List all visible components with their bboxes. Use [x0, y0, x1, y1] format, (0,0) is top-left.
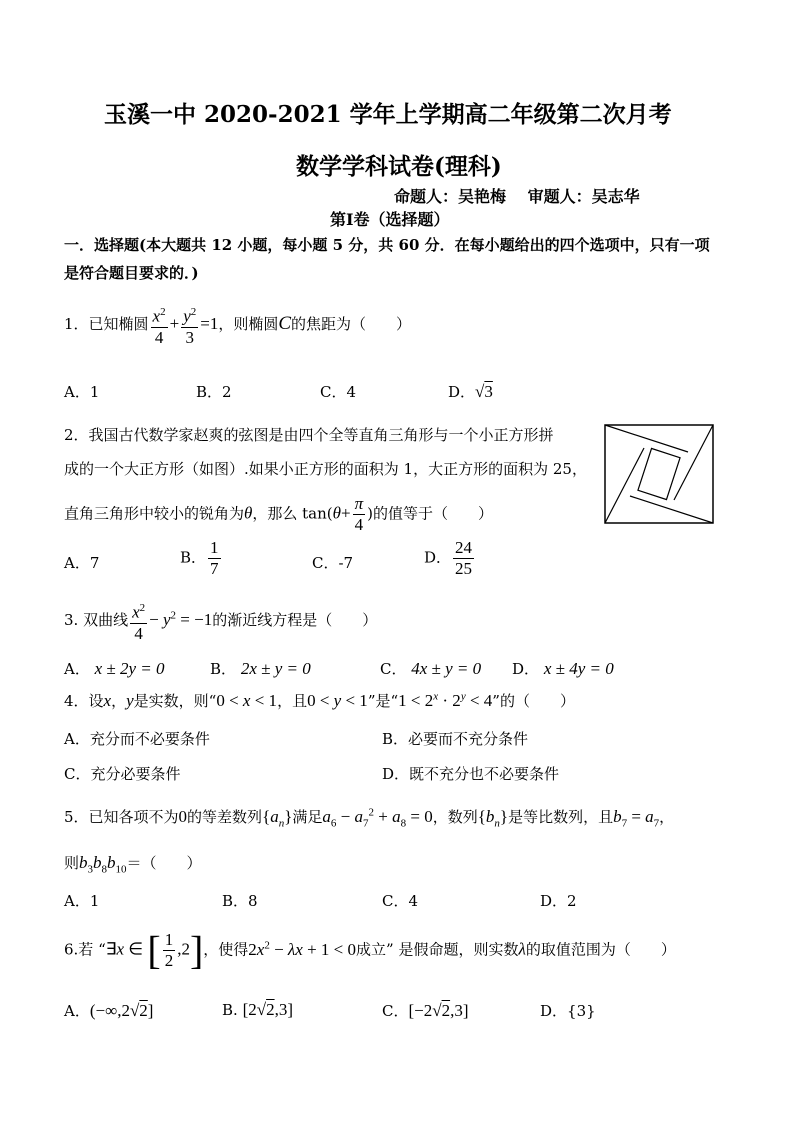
zhao-shuang-diagram	[604, 424, 714, 524]
q1-option-c: C．4	[320, 383, 357, 401]
q5-option-b: B．8	[222, 892, 258, 910]
question-5-line1: 5．已知各项不为0的等差数列$\{a_n\}$满足$a_6 - a_7^2 + a_8 = 0$，数列$\{b_n\}$是等比数列，且$b_7 = a_7$，	[64, 806, 675, 830]
question-4: 4．设x，y是实数，则“0 < x < 1，且0 < y < 1”是“$1 < 2^x \cdot 2^y < 4$”的（ ）	[64, 690, 575, 710]
q2-option-c: C．-7	[312, 554, 354, 572]
q6-option-c: C．[−2√2,3]	[382, 1001, 469, 1020]
q1-frac-x: $\frac{x^2}{4}$	[151, 302, 168, 348]
section-heading-line2: 是符合题目要求的．)	[64, 264, 199, 282]
q4-option-a: A．充分而不必要条件	[64, 730, 210, 748]
q4-option-b: B．必要而不充分条件	[382, 730, 529, 748]
q3-option-d: D． x ± 4y = 0	[512, 659, 614, 678]
q4-option-d: D．既不充分也不必要条件	[382, 765, 560, 783]
q4-option-c: C．充分必要条件	[64, 765, 181, 783]
q1-suffix2: 的焦距为（ ）	[291, 314, 412, 333]
q6-option-a: A．(−∞,2√2]	[64, 1001, 154, 1020]
volume-label: 第Ⅰ卷（选择题）	[330, 210, 450, 229]
q1-option-b: B．2	[196, 383, 232, 401]
exam-authors: 命题人：吴艳梅 审题人：吴志华	[394, 187, 640, 206]
q3-option-b: B． 2x ± y = 0	[210, 659, 311, 678]
q6-option-d: D．{3}	[540, 1002, 596, 1020]
q1-option-d: D．√3	[448, 382, 493, 401]
q6-option-b: B. [2√2,3]	[222, 1000, 293, 1019]
q3-option-c: C． 4x ± y = 0	[380, 659, 482, 678]
q5-option-a: A．1	[64, 892, 100, 910]
q1-prefix: 1．已知椭圆	[64, 314, 149, 333]
q3-option-a: A． x ± 2y = 0	[64, 659, 165, 678]
q2-line2: 成的一个大正方形（如图）.如果小正方形的面积为 1，大正方形的面积为 25，	[64, 460, 587, 478]
q2-option-b: B． $\frac{1}{7}$	[180, 538, 219, 578]
exam-subtitle: 数学学科试卷(理科)	[296, 153, 502, 180]
question-6: 6.若 “∃x ∈ [ $\frac{1}{2}$ ,2]，使得$2x^2 - \lambda x + 1 < 0$成立” 是假命题，则实数λ的取值范围为（ ）	[64, 927, 676, 973]
section-heading: 一．选择题(本大题共 12 小题，每小题 5 分，共 60 分．在每小题给出的四个选项中，只有一项	[64, 236, 710, 254]
q2-line3: 直角三角形中较小的锐角为θ，那么 tan(θ+ $\frac{\pi}{4}$ )的值等于（ ）	[64, 494, 493, 534]
q2-line1: 2．我国古代数学家赵爽的弦图是由四个全等直角三角形与一个小正方形拼	[64, 426, 554, 444]
exam-title: 玉溪一中 2020-2021 学年上学期高二年级第二次月考	[104, 101, 672, 128]
q5-option-c: C．4	[382, 892, 419, 910]
question-5-line2: 则$b_3b_8b_{10}=$（ ）	[64, 853, 202, 876]
q5-option-d: D．2	[540, 892, 577, 910]
q2-option-d: D． $\frac{24}{25}$	[424, 538, 473, 578]
q1-option-a: A．1	[64, 383, 100, 401]
q2-option-a: A．7	[64, 554, 100, 572]
q1-suffix: ，则椭圆	[218, 314, 279, 333]
question-3: 3. 双曲线 $\frac{x^2}{4}$ − $y^2 = -1$的渐近线方程是（ ）	[64, 598, 377, 644]
question-1: 1．已知椭圆 $\frac{x^2}{4}$ + $\frac{y^2}{3}$ =1，则椭圆C的焦距为（ ）	[64, 302, 411, 348]
q1-frac-y: $\frac{y^2}{3}$	[181, 302, 198, 348]
